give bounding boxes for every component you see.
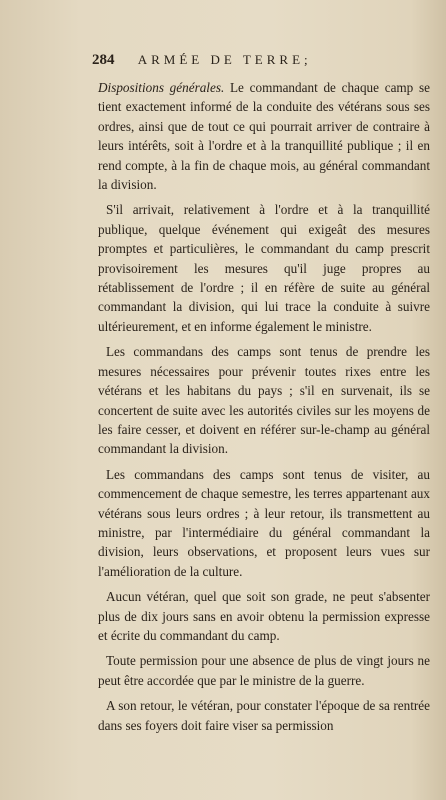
running-title: ARMÉE DE TERRE; (137, 52, 312, 67)
paragraph: Aucun vétéran, quel que soit son grade, ne peut s'absenter plus de dix jours sans en avoir obtenu la permission expresse et écrite du commandant du camp. (98, 589, 430, 643)
paragraph (98, 78, 430, 194)
page-body (98, 78, 430, 741)
page-number: 284 (92, 52, 115, 68)
paragraph: A son retour, le vétéran, pour constater l'époque de sa rentrée dans ses foyers doit faire viser sa permission (98, 698, 430, 733)
paragraph: Les commandans des camps sont tenus de visiter, au commencement de chaque semestre, les terres appartenant aux vétérans sous leurs ordres ; à leur retour, ils transmettent au ministre, par l'intermédiaire du général commandant la division, leurs observations, et proposent leurs vues sur l'amélioration de la culture. (98, 466, 430, 579)
paragraph-rubric: Dispositions générales. (98, 80, 225, 95)
paragraph: Les commandans des camps sont tenus de prendre les mesures nécessaires pour prévenir toutes rixes entre les vétérans et les habitans du pays ; s'il en survenait, ils se concertent de suite avec les autorités civiles sur les moyens de les faire cesser, et doivent en référer sur-le-champ au général commandant la division. (98, 344, 430, 457)
paragraph-text: Le commandant de chaque camp se tient exactement informé de la conduite des vétérans sous ses ordres, ainsi que de tout ce qui pourrait arriver de contraire à leurs intérêts, soit à l'ordre et à la tranquillité publique ; il en rend compte, à la fin de chaque mois, au général commandant la division. (98, 80, 430, 193)
page-header (92, 52, 426, 69)
paragraph: S'il arrivait, relativement à l'ordre et à la tranquillité publique, quelque événement qui exigeât des mesures promptes et particulières, le commandant du camp prescrit provisoirement les mesures qu'il juge propres au rétablissement de l'ordre ; il en réfère de suite au général commandant la division, qui lui trace la conduite à suivre ultérieurement, et en informe également le ministre. (98, 202, 430, 334)
paragraph: Toute permission pour une absence de plus de vingt jours ne peut être accordée que par le ministre de la guerre. (98, 653, 430, 688)
